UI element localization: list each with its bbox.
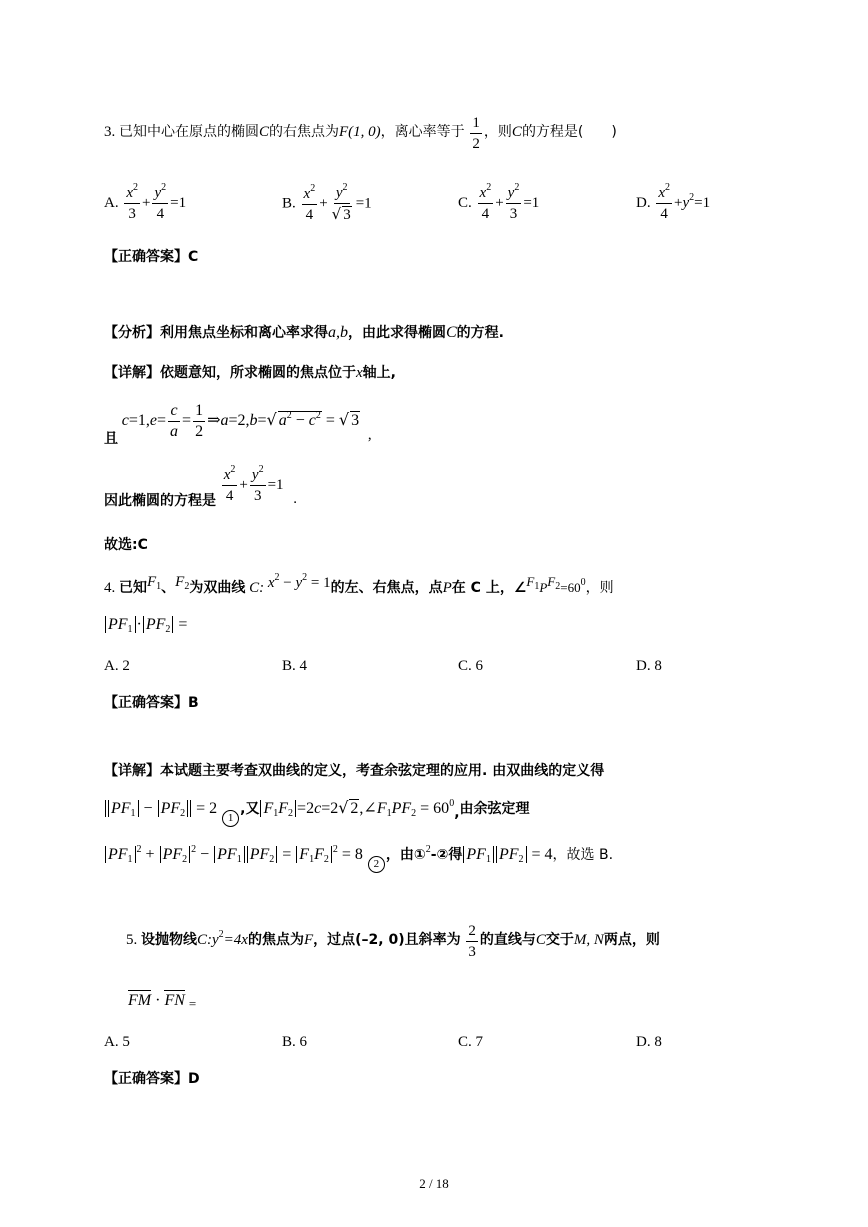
q5-slope-fraction: $\frac{2}{3}$ [468, 923, 476, 960]
q3-conclusion: 因此椭圆的方程是 $\frac{x^2}{4}$ + $\frac{y^2}{3}$ =1 . [104, 464, 298, 509]
q3-detail: 【详解】依题意知，所求椭圆的焦点位于x轴上, [104, 365, 396, 381]
q3-answer: 【正确答案】C [104, 249, 199, 265]
q3-choose: 故选:C [104, 537, 148, 553]
q5-option-b: B. 6 [282, 1034, 308, 1050]
q4-option-a: A. 2 [104, 658, 130, 674]
q4-answer: 【正确答案】B [104, 695, 199, 711]
q3-option-b: B. $\frac{x^2}{4}$ + $\frac{y^2}{√ 3}$ =1 [282, 182, 372, 223]
q3-number: 3. [104, 124, 116, 140]
q4-option-b: B. 4 [282, 658, 308, 674]
q3-option-a: A. $\frac{x^2}{3}$ + $\frac{y^2}{4}$ =1 [104, 182, 187, 222]
page-number: 2 / 18 [419, 1176, 449, 1191]
q3-analysis: 【分析】利用焦点坐标和离心率求得a,b，由此求得椭圆C的方程. [104, 324, 504, 341]
q3-option-c: C. $\frac{x^2}{4}$ + $\frac{y^2}{3}$ =1 [458, 182, 540, 222]
q3-option-d: D. $\frac{x^2}{4}$ $+y^2=1$ [636, 182, 711, 222]
q4-stem: 4. 已知$F_1$、$F_2$为双曲线 C: $x^2 - y^2 = 1$的左、右焦点，点P在 C 上，$\angle F_1PF_2=60^0$，则 [104, 572, 614, 596]
q5-option-a: A. 5 [104, 1034, 130, 1050]
q3-derivation: 且 c=1,e= $\frac{c}{a}$ = $\frac{1}{2}$ ⇒a=2,b=√ $a^2 - c^2$ = √ 3 , [104, 402, 372, 448]
q5-stem: 5. 设抛物线$C:y^2=4x$的焦点为F，过点(–2, 0)且斜率为 $\frac{2}{3}$ 的直线与C交于M, N两点，则 [126, 923, 660, 960]
q5-stem-cont: FM · FN = [128, 992, 197, 1011]
q4-stem-cont: $PF_1 \cdot PF_2$ = [104, 616, 187, 634]
q5-option-c: C. 7 [458, 1034, 484, 1050]
q4-equation-1: $PF_1 - PF_2 = 2$ 1,又 $F_1F_2 =2c=2√$ $2,\angle F_1PF_2 = 60^0$,由余弦定理 [104, 798, 530, 827]
q5-option-d: D. 8 [636, 1034, 662, 1050]
q3-stem: 3. 已知中心在原点的椭圆C的右焦点为F(1, 0)，离心率等于 $\frac{1}{2}$ ，则C的方程是( ) [104, 115, 617, 152]
q3-ecc-fraction: $\frac{1}{2}$ [472, 115, 480, 152]
q5-answer: 【正确答案】D [104, 1071, 200, 1087]
q4-option-d: D. 8 [636, 658, 662, 674]
q4-detail: 【详解】本试题主要考查双曲线的定义，考查余弦定理的应用. 由双曲线的定义得 [104, 763, 605, 779]
q4-option-c: C. 6 [458, 658, 484, 674]
q4-equation-2: $PF_1^2 + PF_2^2 - PF_1$ $PF_2 = F_1F_2^2 = 8$ 2，由①$^2$-②得 $PF_1$ $PF_2 = 4$，故选 B. [104, 844, 613, 873]
